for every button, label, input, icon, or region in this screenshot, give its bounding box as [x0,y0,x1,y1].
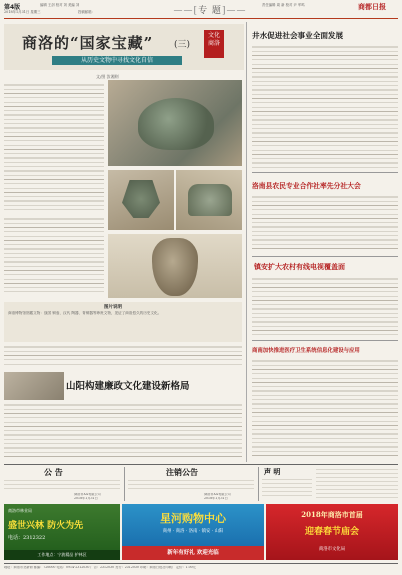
statement-body-right [316,467,398,499]
artifact-photo-2 [108,170,174,230]
section-title: ——[专 题]—— [173,6,247,16]
notice-divider-2 [258,467,259,501]
artifact-1-shape [138,98,214,150]
caption-title: 图片说明 [104,305,122,310]
editor-line: 编辑 王剑 校对 刘 美编 刘 [40,3,80,7]
news-headline-2: 洛南县农民专业合作社率先分社大会 [252,182,361,190]
cancel-title: 注销公告 [166,467,198,477]
news-rule-3 [252,340,398,341]
vase-shape [152,238,198,296]
feature-title-banner [4,24,244,70]
news-rule-2 [252,256,398,257]
caption-text: 商洛博物馆馆藏文物：战国 铜壶、汉代 陶器、青铜器等珍贵文物，见证了商洛悠久的历史文化。 [8,311,162,315]
section-label: 专 题 [198,6,222,16]
statement-title: 声 明 [264,467,281,476]
news-body-1 [252,44,398,168]
ad-fair-footer: 商洛市文化局 [318,547,346,552]
meta-right: 责任编辑 周 新 校对 尹 军鸣 [262,3,305,7]
news-rule-1 [252,172,398,173]
ad-shopping-sub: 商州 · 商洛 · 洛南 · 镇安 · 山阳 [162,529,224,534]
ad-forest-footer: 工作地点：宁波精品 护林区 [4,550,120,560]
column-divider [246,22,247,462]
ad-forest-fire [4,504,120,560]
bottom-left-photo [4,372,64,400]
news-body-2 [252,194,398,252]
news-headline-4: 商南加快推进医疗卫生系统信息化建设与应用 [252,348,360,354]
footer-info: 地址：商洛市北新街 邮编：726000 电话：0914-2312030 广告：2312030 发行：2312030 印刷：商洛日报社印刷厂 定价：1.00元 [4,566,196,569]
bottom-feature [4,372,244,462]
ad-forest-title: 盛世兴林 防火为先 [8,521,84,531]
cancel-body [128,478,254,492]
news-body-3 [252,276,398,336]
statement-box [262,467,398,501]
artifact-photo-3 [176,170,242,230]
main-feature [4,22,244,370]
ad-fair-sub: 迎春春节庙会 [304,527,359,537]
feature-body-left [4,82,104,212]
notice-sign: 商洛市XX有限公司 [74,493,101,496]
artifact-photo-1 [108,80,242,166]
feature-body-bottom [4,344,242,368]
ad-shopping-center [122,504,264,560]
statement-body-left [262,477,312,499]
cancel-notice-box [128,467,256,501]
footer-rule [4,563,398,564]
email-line: 投稿邮箱： [78,10,95,14]
news-headline-3: 镇安扩大农村有线电视覆盖面 [254,262,345,271]
right-news-column [250,22,398,462]
ad-fair-title: 2018年商洛市首届 [301,510,363,519]
artifact-3-shape [188,184,232,216]
notice-box [4,467,122,501]
culture-badge-line1: 文化 [207,32,220,39]
feature-body-mid [4,216,104,292]
feature-part: (三) [174,40,191,50]
issue-date: 2018年1月31日 星期三 [4,10,41,14]
notice-title: 公 告 [44,467,63,477]
culture-badge [204,30,224,58]
header-rule [4,18,398,19]
photo-caption [4,302,242,342]
ad-shopping-footer: 新年有好礼 欢迎光临 [122,546,264,560]
ad-shopping-title: 星河购物中心 [160,512,226,525]
bottom-feature-body [4,402,242,460]
page-header [0,0,402,20]
bottom-feature-title: 山阳构建廉政文化建设新格局 [66,381,190,392]
feature-subtitle: 从历史文物中寻找文化自信 [52,56,182,65]
notice-divider-1 [124,467,125,501]
feature-byline: 文/图 汝湘则 [96,74,119,79]
ad-temple-fair [266,504,398,560]
culture-badge-line2: 商洛 [207,40,220,47]
ad-forest-phone: 电话：2312322 [8,535,46,541]
cancel-date: 2018年1月31日 [204,497,228,500]
news-body-4 [252,358,398,458]
artifact-2-shape [122,180,160,218]
masthead-logo: 商都日报 [358,2,386,11]
ad-forest-sub: 商洛市林业局 [8,508,32,513]
artifact-photo-vase [108,234,242,298]
notice-date: 2018年1月31日 [74,497,98,500]
page-number: 第4版 [4,4,21,11]
feature-title: 商洛的“国家宝藏” [22,34,154,52]
news-headline-1: 井水促进社会事业全面发展 [252,31,344,40]
notices-rule [4,464,398,465]
notice-body [4,478,120,492]
cancel-sign: 商洛市XX有限公司 [204,493,231,496]
